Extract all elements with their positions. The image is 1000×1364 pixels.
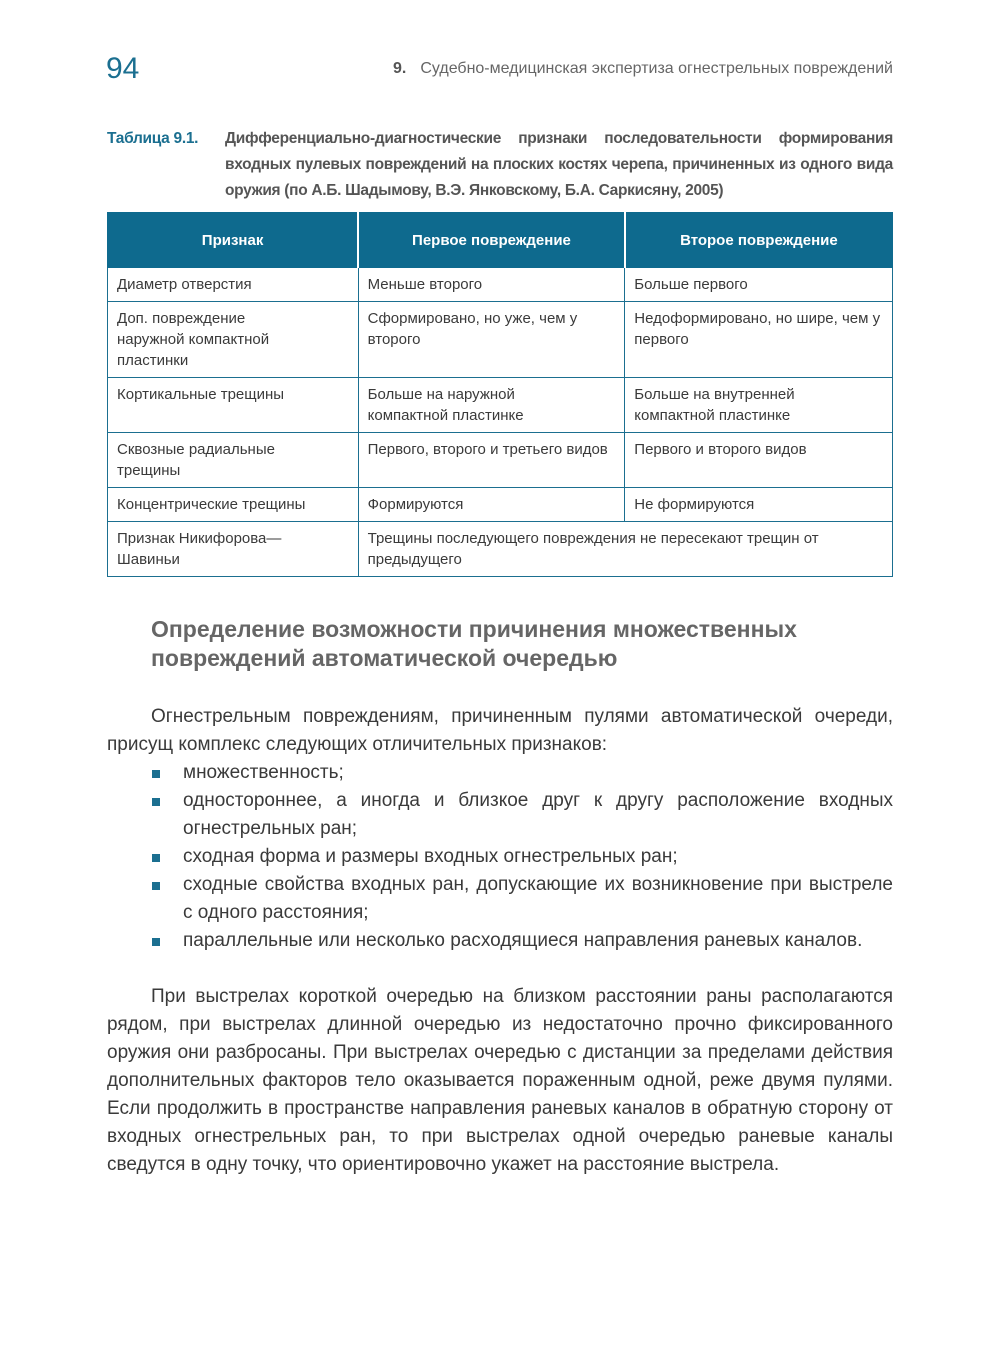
bullet-icon <box>152 882 160 890</box>
table-header-row <box>108 213 893 268</box>
table-cell: Недоформировано, но шире, чем у первого <box>625 302 893 378</box>
table-cell: Концентрические трещины <box>108 488 359 522</box>
list-item-text: сходные свойства входных ран, допускающие их возникновение при выстреле с одного расстояния; <box>183 874 893 923</box>
bullet-icon <box>152 938 160 946</box>
intro-paragraph: Огнестрельным повреждениям, причиненным пулями автоматической очереди, присущ комплекс следующих отличительных признаков: <box>107 706 893 755</box>
column-header: Первое повреждение <box>358 213 625 268</box>
list-item <box>183 871 893 927</box>
list-item-text: множественность; <box>183 762 344 783</box>
page-content <box>107 126 893 1179</box>
bullet-icon <box>152 854 160 862</box>
list-item <box>183 759 893 787</box>
list-item-text: одностороннее, а иногда и близкое друг к другу расположение входных огнестрельных ран; <box>183 790 893 839</box>
column-header: Второе повреждение <box>625 213 893 268</box>
page-number: 94 <box>106 52 140 85</box>
table-row <box>108 522 893 577</box>
running-header <box>393 60 893 78</box>
bullet-icon <box>152 798 160 806</box>
list-item <box>183 927 893 955</box>
bullet-list <box>107 759 893 955</box>
table-cell: Кортикальные трещины <box>108 378 359 433</box>
table-cell: Формируются <box>358 488 625 522</box>
table-cell: Признак Никифорова—Шавиньи <box>108 522 359 577</box>
list-item-text: параллельные или несколько расходящиеся направления раневых каналов. <box>183 930 863 951</box>
list-item <box>183 787 893 843</box>
table-cell: Меньше второго <box>358 268 625 302</box>
spacer <box>107 955 893 983</box>
table-cell: Не формируются <box>625 488 893 522</box>
table-row <box>108 488 893 522</box>
table-caption <box>107 126 893 204</box>
table-cell: Первого, второго и третьего видов <box>358 433 625 488</box>
bullet-icon <box>152 770 160 778</box>
chapter-title: Судебно-медицинская экспертиза огнестрельных повреждений <box>420 60 893 77</box>
body-text <box>107 703 893 1179</box>
table-row <box>108 302 893 378</box>
chapter-number: 9. <box>392 60 407 77</box>
list-item <box>183 843 893 871</box>
table-cell: Трещины последующего повреждения не пересекают трещин от предыдущего <box>358 522 892 577</box>
table-cell: Больше на наружной компактной пластинке <box>358 378 625 433</box>
table-cell: Больше на внутренней компактной пластинке <box>625 378 893 433</box>
list-item-text: сходная форма и размеры входных огнестрельных ран; <box>183 846 678 867</box>
table-label: Таблица 9.1. <box>107 130 199 147</box>
table-cell: Доп. повреждение наружной компактной пластинки <box>108 302 359 378</box>
section-heading: Определение возможности причинения множественных повреждений автоматической очередью <box>151 616 797 671</box>
table-cell: Диаметр отверстия <box>108 268 359 302</box>
column-header: Признак <box>108 213 359 268</box>
data-table <box>107 212 893 577</box>
table-row <box>108 433 893 488</box>
table-cell: Больше первого <box>625 268 893 302</box>
table-caption-text: Дифференциально-диагностические признаки последовательности формирования входных пулевых повреждений на плоских костях черепа, причиненных из одного вида оружия (по А.Б. Шадымову, В.Э. Янковскому, Б.А. Саркисяну, 2005) <box>225 130 893 199</box>
table-row <box>108 268 893 302</box>
table-cell: Сформировано, но уже, чем у второго <box>358 302 625 378</box>
table-row <box>108 378 893 433</box>
table-cell: Первого и второго видов <box>625 433 893 488</box>
body-paragraph: При выстрелах короткой очередью на близком расстоянии раны располагаются рядом, при выстрелах длинной очередью из недостаточно прочно фиксированного оружия они разбросаны. При выстрелах очередью с дистанции за пределами действия дополнительных факторов тело оказывается пораженным одной, реже двумя пулями. Если продолжить в пространстве направления раневых каналов в обратную сторону от входных огнестрельных ран, то при выстрелах одной очередью раневые каналы сведутся в одну точку, что ориентировочно укажет на расстояние выстрела. <box>107 986 893 1175</box>
table-cell: Сквозные радиальные трещины <box>108 433 359 488</box>
